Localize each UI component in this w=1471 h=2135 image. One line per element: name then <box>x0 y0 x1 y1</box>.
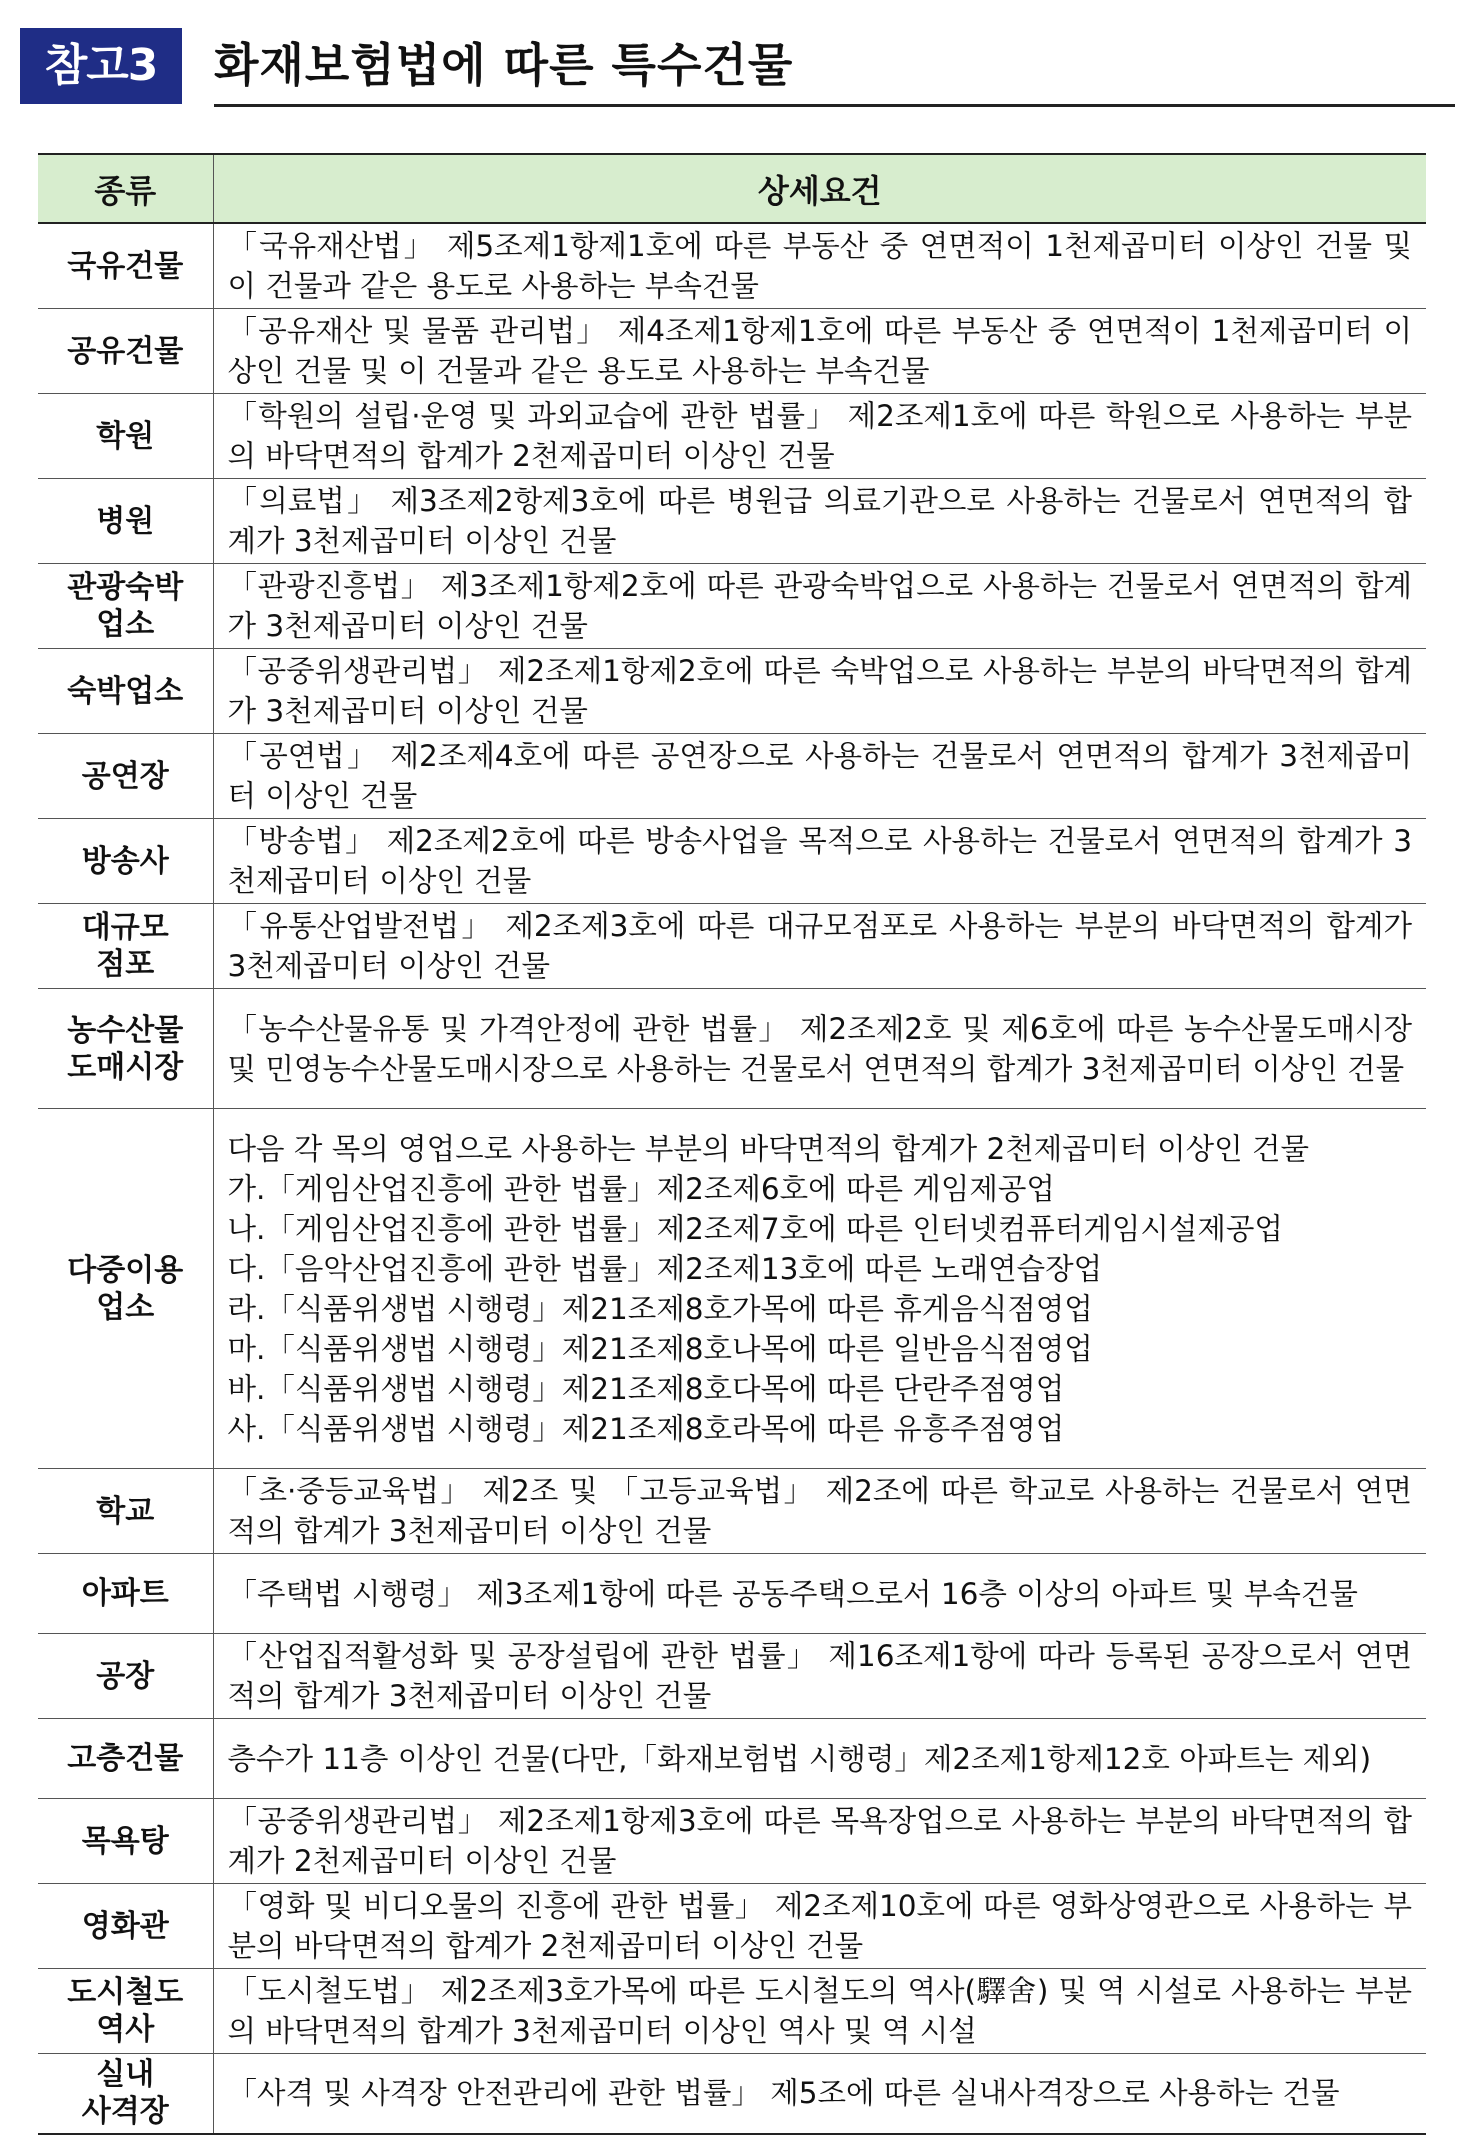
building-type: 아파트 <box>38 1554 213 1634</box>
building-type: 다중이용 업소 <box>38 1109 213 1469</box>
building-type: 영화관 <box>38 1884 213 1969</box>
reference-badge: 참고3 <box>20 28 182 104</box>
building-requirement: 「공연법」 제2조제4호에 따른 공연장으로 사용하는 건물로서 연면적의 합계가 3천제곱미터 이상인 건물 <box>213 734 1426 819</box>
building-requirement: 「학원의 설립·운영 및 과외교습에 관한 법률」 제2조제1호에 따른 학원으로 사용하는 부분의 바닥면적의 합계가 2천제곱미터 이상인 건물 <box>213 394 1426 479</box>
requirement-intro: 다음 각 목의 영업으로 사용하는 부분의 바닥면적의 합계가 2천제곱미터 이상인 건물 <box>227 1131 1309 1166</box>
requirement-item: 마.「식품위생법 시행령」제21조제8호나목에 따른 일반음식점영업 <box>227 1331 1093 1366</box>
building-type: 학원 <box>38 394 213 479</box>
table-row <box>38 904 1426 989</box>
building-type: 고층건물 <box>38 1719 213 1799</box>
column-header-type: 종류 <box>38 154 213 223</box>
table-row <box>38 564 1426 649</box>
building-requirement: 「초·중등교육법」 제2조 및 「고등교육법」 제2조에 따른 학교로 사용하는 건물로서 연면적의 합계가 3천제곱미터 이상인 건물 <box>213 1469 1426 1554</box>
page-header <box>20 28 1455 108</box>
requirement-item: 다.「음악산업진흥에 관한 법률」제2조제13호에 따른 노래연습장업 <box>227 1251 1103 1286</box>
table-row <box>38 1969 1426 2054</box>
building-type: 숙박업소 <box>38 649 213 734</box>
title-underline <box>214 104 1455 107</box>
building-type: 도시철도 역사 <box>38 1969 213 2054</box>
building-requirement: 「공중위생관리법」 제2조제1항제3호에 따른 목욕장업으로 사용하는 부분의 바닥면적의 합계가 2천제곱미터 이상인 건물 <box>213 1799 1426 1884</box>
table-row <box>38 819 1426 904</box>
building-type: 병원 <box>38 479 213 564</box>
building-requirement: 층수가 11층 이상인 건물(다만,「화재보험법 시행령」제2조제1항제12호 아파트는 제외) <box>213 1719 1426 1799</box>
building-requirement: 「농수산물유통 및 가격안정에 관한 법률」 제2조제2호 및 제6호에 따른 농수산물도매시장 및 민영농수산물도매시장으로 사용하는 건물로서 연면적의 합계가 3천제곱미터 이상인 건물 <box>213 989 1426 1109</box>
table-row <box>38 2054 1426 2134</box>
building-type: 관광숙박 업소 <box>38 564 213 649</box>
building-type: 국유건물 <box>38 223 213 309</box>
building-type: 농수산물 도매시장 <box>38 989 213 1109</box>
table-row <box>38 1469 1426 1554</box>
building-requirement: 「유통산업발전법」 제2조제3호에 따른 대규모점포로 사용하는 부분의 바닥면적의 합계가 3천제곱미터 이상인 건물 <box>213 904 1426 989</box>
page-title: 화재보험법에 따른 특수건물 <box>214 38 794 92</box>
table-row <box>38 1719 1426 1799</box>
building-requirement: 「영화 및 비디오물의 진흥에 관한 법률」 제2조제10호에 따른 영화상영관으로 사용하는 부분의 바닥면적의 합계가 2천제곱미터 이상인 건물 <box>213 1884 1426 1969</box>
building-type: 학교 <box>38 1469 213 1554</box>
building-type: 대규모 점포 <box>38 904 213 989</box>
building-requirement: 「국유재산법」 제5조제1항제1호에 따른 부동산 중 연면적이 1천제곱미터 이상인 건물 및 이 건물과 같은 용도로 사용하는 부속건물 <box>213 223 1426 309</box>
building-type: 공장 <box>38 1634 213 1719</box>
table-row <box>38 1554 1426 1634</box>
requirement-item: 나.「게임산업진흥에 관한 법률」제2조제7호에 따른 인터넷컴퓨터게임시설제공업 <box>227 1211 1283 1246</box>
building-requirement: 「관광진흥법」 제3조제1항제2호에 따른 관광숙박업으로 사용하는 건물로서 연면적의 합계가 3천제곱미터 이상인 건물 <box>213 564 1426 649</box>
requirement-item: 바.「식품위생법 시행령」제21조제8호다목에 따른 단란주점영업 <box>227 1371 1065 1406</box>
table-body <box>38 223 1426 2134</box>
building-type: 방송사 <box>38 819 213 904</box>
special-buildings-table <box>38 153 1426 2135</box>
requirement-item: 라.「식품위생법 시행령」제21조제8호가목에 따른 휴게음식점영업 <box>227 1291 1093 1326</box>
building-requirement: 「공중위생관리법」 제2조제1항제2호에 따른 숙박업으로 사용하는 부분의 바닥면적의 합계가 3천제곱미터 이상인 건물 <box>213 649 1426 734</box>
table-row <box>38 1884 1426 1969</box>
building-type: 실내 사격장 <box>38 2054 213 2134</box>
table-row <box>38 1634 1426 1719</box>
table-row <box>38 394 1426 479</box>
table-row <box>38 989 1426 1109</box>
table-row <box>38 1799 1426 1884</box>
requirement-item: 가.「게임산업진흥에 관한 법률」제2조제6호에 따른 게임제공업 <box>227 1171 1055 1206</box>
building-requirement: 「도시철도법」 제2조제3호가목에 따른 도시철도의 역사(驛舍) 및 역 시설로 사용하는 부분의 바닥면적의 합계가 3천제곱미터 이상인 역사 및 역 시설 <box>213 1969 1426 2054</box>
building-requirement: 「주택법 시행령」 제3조제1항에 따른 공동주택으로서 16층 이상의 아파트 및 부속건물 <box>213 1554 1426 1634</box>
table-row <box>38 479 1426 564</box>
requirement-item: 사.「식품위생법 시행령」제21조제8호라목에 따른 유흥주점영업 <box>227 1411 1065 1446</box>
building-requirement: 「의료법」 제3조제2항제3호에 따른 병원급 의료기관으로 사용하는 건물로서 연면적의 합계가 3천제곱미터 이상인 건물 <box>213 479 1426 564</box>
building-requirement: 「산업집적활성화 및 공장설립에 관한 법률」 제16조제1항에 따라 등록된 공장으로서 연면적의 합계가 3천제곱미터 이상인 건물 <box>213 1634 1426 1719</box>
building-type: 목욕탕 <box>38 1799 213 1884</box>
building-type: 공유건물 <box>38 309 213 394</box>
building-type: 공연장 <box>38 734 213 819</box>
building-requirement <box>213 1109 1426 1469</box>
table-row <box>38 649 1426 734</box>
building-requirement: 「사격 및 사격장 안전관리에 관한 법률」 제5조에 따른 실내사격장으로 사용하는 건물 <box>213 2054 1426 2134</box>
table-row <box>38 223 1426 309</box>
building-requirement: 「공유재산 및 물품 관리법」 제4조제1항제1호에 따른 부동산 중 연면적이 1천제곱미터 이상인 건물 및 이 건물과 같은 용도로 사용하는 부속건물 <box>213 309 1426 394</box>
table-row <box>38 734 1426 819</box>
column-header-detail: 상세요건 <box>213 154 1426 223</box>
table-row <box>38 309 1426 394</box>
building-requirement: 「방송법」 제2조제2호에 따른 방송사업을 목적으로 사용하는 건물로서 연면적의 합계가 3천제곱미터 이상인 건물 <box>213 819 1426 904</box>
table-header-row <box>38 154 1426 223</box>
table-row <box>38 1109 1426 1469</box>
